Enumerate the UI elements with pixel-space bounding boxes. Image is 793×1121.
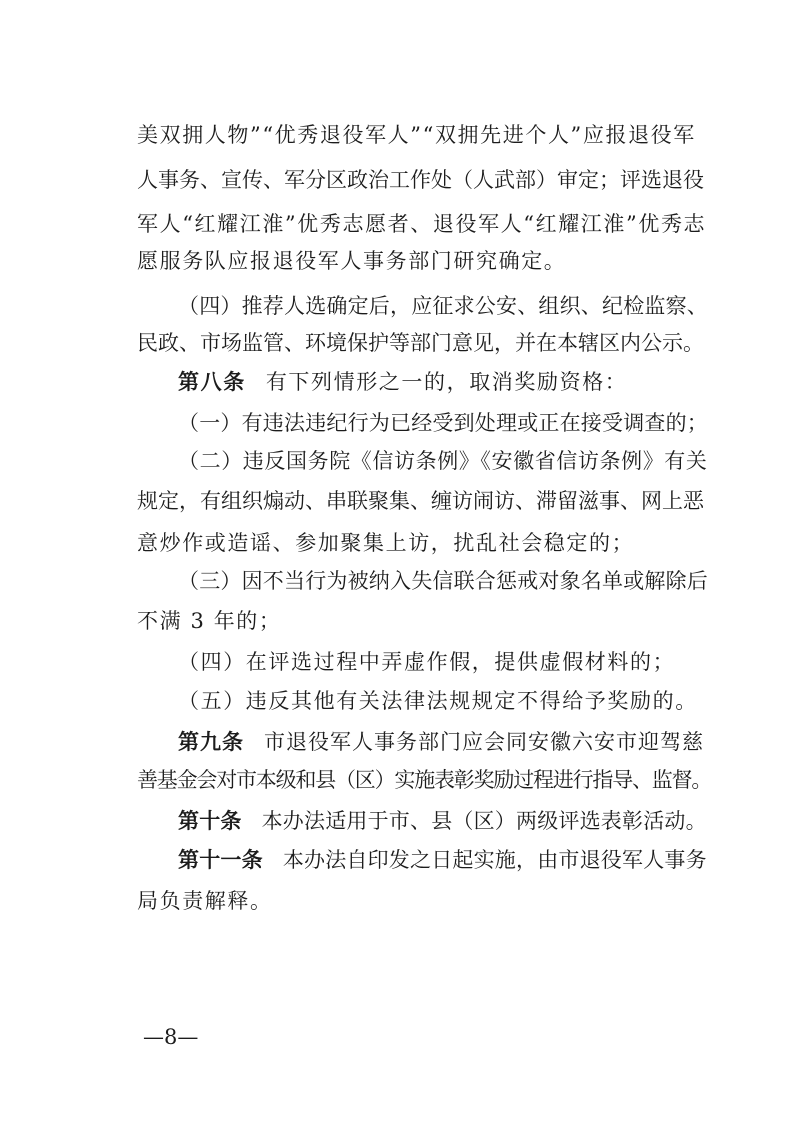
article-heading: 第九条 [178,730,244,754]
paragraph-line: 美双拥人物”“优秀退役军人”“双拥先进个人”应报退役军 [137,123,696,147]
article-9-line: 第九条 市退役军人事务部门应会同安徽六安市迎驾慈 [178,730,704,754]
paragraph-line: 意炒作或造谣、参加聚集上访，扰乱社会稳定的； [137,531,635,555]
paragraph-line: （二）违反国务院《信访条例》《安徽省信访条例》有关 [178,449,708,473]
page-number: —8— [143,1025,199,1049]
article-heading: 第十条 [178,809,242,833]
paragraph-line: （四）推荐人选确定后，应征求公安、组织、纪检监察、 [178,294,708,318]
paragraph-line: 人事务、宣传、军分区政治工作处（人武部）审定；评选退役 [137,168,704,192]
paragraph-line: 军人“红耀江淮”优秀志愿者、退役军人“红耀江淮”优秀志 [137,212,707,236]
paragraph-line: 善基金会对市本级和县（区）实施表彰奖励过程进行指导、监督。 [137,768,712,792]
paragraph-line: 局负责解释。 [137,889,273,913]
paragraph-line: 民政、市场监管、环境保护等部门意见，并在本辖区内公示。 [137,331,704,355]
paragraph-line: （一）有违法违纪行为已经受到处理或正在接受调查的； [178,411,708,435]
article-11-line: 第十一条 本办法自印发之日起实施，由市退役军人事务 [178,848,707,872]
paragraph-line: 不满 3 年的； [137,609,282,633]
paragraph-line: （四）在评选过程中弄虚作假，提供虚假材料的； [178,650,676,674]
paragraph-line: 规定，有组织煽动、串联聚集、缠访闹访、滞留滋事、网上恶 [137,489,704,513]
paragraph-line: （三）因不当行为被纳入失信联合惩戒对象名单或解除后 [178,569,708,593]
article-8-line: 第八条 有下列情形之一的，取消奖励资格： [178,370,628,394]
paragraph-line: （五）违反其他有关法律法规规定不得给予奖励的。 [178,689,698,713]
article-10-line: 第十条 本办法适用于市、县（区）两级评选表彰活动。 [178,809,707,833]
article-heading: 第八条 [178,370,246,394]
paragraph-line: 愿服务队应报退役军人事务部门研究确定。 [137,249,567,273]
article-heading: 第十一条 [178,848,263,872]
